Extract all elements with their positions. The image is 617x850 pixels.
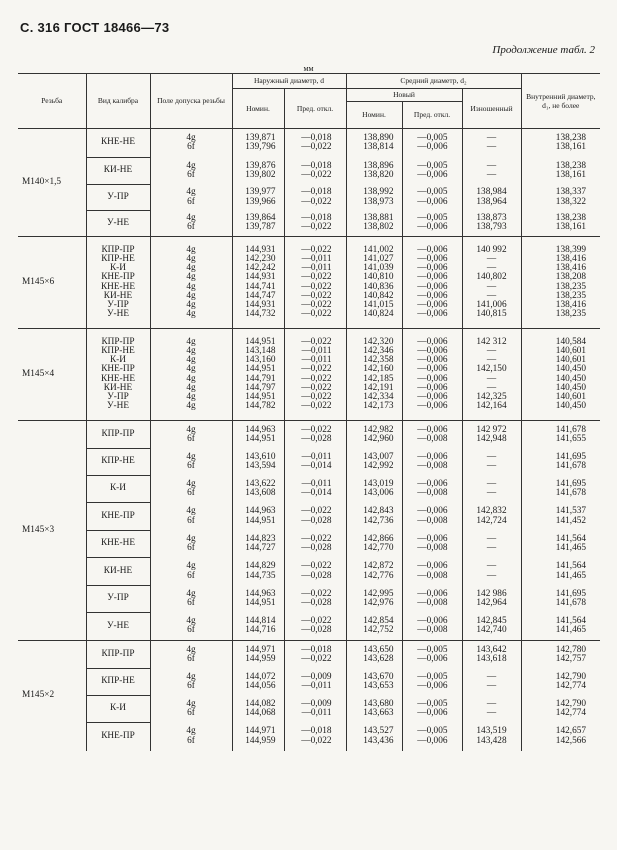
mid-worn: 142,845 142,740: [462, 613, 521, 641]
mid-deviation: —0,006 —0,008: [402, 421, 462, 449]
outer-deviation: —0,011 —0,014: [284, 476, 346, 503]
outer-deviation: —0,018 —0,022: [284, 723, 346, 751]
mid-nominal: 143,007 142,992: [346, 449, 402, 476]
table-row: [18, 185, 600, 211]
mid-nominal: 142,872 142,776: [346, 558, 402, 586]
tolerance-field: 4g 6f: [150, 185, 232, 211]
outer-deviation: —0,022 —0,028: [284, 503, 346, 531]
outer-deviation: —0,022 —0,011 —0,011 —0,022 —0,022 —0,022 —0,022 —0,022: [284, 237, 346, 329]
mid-nominal: 142,866 142,770: [346, 531, 402, 558]
outer-nominal: 139,977 139,966: [232, 185, 284, 211]
col-mid-dev: Пред. откл.: [402, 102, 462, 129]
table-header: [18, 74, 600, 129]
inner-diameter: 140,584 140,601 140,601 140,450 140,450 140,450 140,601 140,450: [555, 336, 587, 412]
outer-deviation: —0,011 —0,014: [284, 449, 346, 476]
inner-diameter: 142,780 142,757: [555, 644, 587, 664]
inner-diameter: 141,537 141,452: [555, 506, 587, 526]
tolerance-field: 4g 6f: [150, 476, 232, 503]
outer-deviation: —0,018 —0,022: [284, 129, 346, 158]
gauge-type: КНЕ-ПР: [86, 503, 150, 531]
outer-deviation: —0,022 —0,028: [284, 558, 346, 586]
mid-nominal: 142,982 142,960: [346, 421, 402, 449]
col-outer-nom: Номин.: [232, 89, 284, 129]
gauge-type: КПР-ПР КПР-НЕ К-И КНЕ-ПР КНЕ-НЕ КИ-НЕ У-ПР У-НЕ: [86, 237, 150, 329]
outer-deviation: —0,022 —0,011 —0,011 —0,022 —0,022 —0,022 —0,022 —0,022: [284, 329, 346, 421]
mid-worn: 143,642 143,618: [462, 641, 521, 669]
col-outer-dev: Пред. откл.: [284, 89, 346, 129]
outer-nominal: 144,951 143,148 143,160 144,951 144,791 144,797 144,951 144,782: [232, 329, 284, 421]
mid-worn: — —: [462, 558, 521, 586]
thread-size: М145×6: [18, 237, 86, 329]
tolerance-field: 4g 6f: [150, 129, 232, 158]
mid-deviation: —0,005 —0,006: [402, 185, 462, 211]
inner-diameter: 138,399 138,416 138,416 138,208 138,235 138,235 138,416 138,235: [555, 244, 587, 320]
col-worn: Изношенный: [462, 89, 521, 129]
gauge-type: КПР-ПР: [86, 421, 150, 449]
col-outer-group: Наружный диаметр, d: [232, 74, 346, 89]
gauge-type: У-НЕ: [86, 211, 150, 237]
gauge-type: У-НЕ: [86, 613, 150, 641]
mid-deviation: —0,005 —0,006: [402, 158, 462, 185]
outer-nominal: 144,072 144,056: [232, 669, 284, 696]
inner-diameter: 142,657 142,566: [555, 726, 587, 746]
table-row: [18, 696, 600, 723]
tolerance-field: 4g 6f: [150, 158, 232, 185]
col-mid-nom: Номин.: [346, 102, 402, 129]
table-row: [18, 723, 600, 751]
inner-diameter: 141,695 141,678: [555, 451, 587, 471]
inner-diameter: 138,238 138,161: [555, 160, 587, 180]
outer-deviation: —0,022 —0,028: [284, 421, 346, 449]
mid-nominal: 142,320 142,346 142,358 142,160 142,185 142,191 142,334 142,173: [346, 329, 402, 421]
tolerance-field: 4g 6f: [150, 641, 232, 669]
mid-worn: 142 312 — — 142,150 — — 142,325 142,164: [462, 329, 521, 421]
mid-worn: 142 972 142,948: [462, 421, 521, 449]
col-thread: Резьба: [18, 74, 86, 129]
table-row: [18, 531, 600, 558]
table-row: [18, 586, 600, 613]
mid-deviation: —0,006 —0,008: [402, 449, 462, 476]
outer-nominal: 144,829 144,735: [232, 558, 284, 586]
mid-deviation: —0,006 —0,008: [402, 586, 462, 613]
table-row: [18, 237, 600, 329]
mid-deviation: —0,005 —0,006: [402, 641, 462, 669]
inner-diameter: 141,695 141,678: [555, 478, 587, 498]
outer-nominal: 144,963 144,951: [232, 586, 284, 613]
mid-worn: 142,832 142,724: [462, 503, 521, 531]
outer-nominal: 144,814 144,716: [232, 613, 284, 641]
page-header: С. 316 ГОСТ 18466—73: [20, 20, 170, 35]
outer-nominal: 143,610 143,594: [232, 449, 284, 476]
outer-deviation: —0,018 —0,022: [284, 185, 346, 211]
mid-worn: 143,519 143,428: [462, 723, 521, 751]
tolerance-field: 4g 6f: [150, 503, 232, 531]
mid-worn: — —: [462, 158, 521, 185]
gauge-type: К-И: [86, 476, 150, 503]
dimensions-table: [18, 73, 600, 751]
tolerance-field: 4g 6f: [150, 696, 232, 723]
mid-worn: 142 986 142,964: [462, 586, 521, 613]
tolerance-field: 4g 4g 4g 4g 4g 4g 4g 4g: [150, 329, 232, 421]
outer-deviation: —0,009 —0,011: [284, 669, 346, 696]
gauge-type: КНЕ-НЕ: [86, 531, 150, 558]
thread-group-m145x6: [18, 237, 600, 329]
col-gauge: Вид калибра: [86, 74, 150, 129]
table-row: [18, 158, 600, 185]
mid-deviation: —0,006 —0,008: [402, 503, 462, 531]
table-row: [18, 421, 600, 449]
outer-deviation: —0,022 —0,028: [284, 586, 346, 613]
col-tolerance: Поле допуска резьбы: [150, 74, 232, 129]
inner-diameter: 141,695 141,678: [555, 588, 587, 608]
tolerance-field: 4g 6f: [150, 558, 232, 586]
mid-nominal: 142,843 142,736: [346, 503, 402, 531]
outer-nominal: 144,971 144,959: [232, 723, 284, 751]
mid-worn: 138,873 138,793: [462, 211, 521, 237]
table-continuation-label: Продолжение табл. 2: [492, 44, 595, 56]
gauge-type: КИ-НЕ: [86, 158, 150, 185]
inner-diameter: 141,564 141,465: [555, 533, 587, 553]
col-new-group: Новый: [346, 89, 462, 102]
outer-nominal: 144,823 144,727: [232, 531, 284, 558]
thread-size: М140×1,5: [18, 129, 86, 237]
table-row: [18, 329, 600, 421]
gauge-type: КНЕ-ПР: [86, 723, 150, 751]
gauge-type: КПР-ПР: [86, 641, 150, 669]
inner-diameter: 138,238 138,161: [555, 213, 587, 233]
tolerance-field: 4g 6f: [150, 211, 232, 237]
gauge-type: У-ПР: [86, 185, 150, 211]
mid-worn: — —: [462, 476, 521, 503]
table-row: [18, 558, 600, 586]
mid-nominal: 143,527 143,436: [346, 723, 402, 751]
outer-deviation: —0,018 —0,022: [284, 211, 346, 237]
gauge-type: У-ПР: [86, 586, 150, 613]
table-row: [18, 449, 600, 476]
col-mid-group: Средний диаметр, d₂: [346, 74, 521, 89]
mid-deviation: —0,006 —0,008: [402, 613, 462, 641]
outer-nominal: 144,931 142,230 142,242 144,931 144,741 144,747 144,931 144,732: [232, 237, 284, 329]
mid-nominal: 138,881 138,802: [346, 211, 402, 237]
inner-diameter: 141,564 141,465: [555, 561, 587, 581]
table-row: [18, 129, 600, 158]
tolerance-field: 4g 6f: [150, 613, 232, 641]
table-row: [18, 641, 600, 669]
mid-deviation: —0,006 —0,006 —0,006 —0,006 —0,006 —0,006 —0,006 —0,006: [402, 237, 462, 329]
outer-deviation: —0,022 —0,028: [284, 613, 346, 641]
outer-nominal: 144,971 144,959: [232, 641, 284, 669]
mid-nominal: 138,890 138,814: [346, 129, 402, 158]
gauge-type: КИ-НЕ: [86, 558, 150, 586]
tolerance-field: 4g 6f: [150, 586, 232, 613]
table-row: [18, 669, 600, 696]
table-row: [18, 503, 600, 531]
outer-nominal: 139,864 139,787: [232, 211, 284, 237]
mid-nominal: 143,650 143,628: [346, 641, 402, 669]
inner-diameter: 141,678 141,655: [555, 424, 587, 444]
inner-diameter: 138,238 138,161: [555, 133, 587, 153]
outer-deviation: —0,009 —0,011: [284, 696, 346, 723]
gauge-type: КПР-ПР КПР-НЕ К-И КНЕ-ПР КНЕ-НЕ КИ-НЕ У-ПР У-НЕ: [86, 329, 150, 421]
outer-nominal: 144,082 144,068: [232, 696, 284, 723]
inner-diameter: 142,790 142,774: [555, 698, 587, 718]
mid-nominal: 142,995 142,976: [346, 586, 402, 613]
table-row: [18, 613, 600, 641]
gauge-type: К-И: [86, 696, 150, 723]
mid-nominal: 142,854 142,752: [346, 613, 402, 641]
outer-nominal: 139,871 139,796: [232, 129, 284, 158]
tolerance-field: 4g 6f: [150, 421, 232, 449]
mid-deviation: —0,006 —0,008: [402, 531, 462, 558]
gauge-type: КПР-НЕ: [86, 669, 150, 696]
outer-nominal: 144,963 144,951: [232, 503, 284, 531]
mid-worn: 138,984 138,964: [462, 185, 521, 211]
thread-group-m145x2: [18, 641, 600, 751]
mid-deviation: —0,006 —0,008: [402, 558, 462, 586]
outer-deviation: —0,018 —0,022: [284, 641, 346, 669]
mid-worn: — —: [462, 669, 521, 696]
mid-nominal: 143,680 143,663: [346, 696, 402, 723]
thread-group-m145x4: [18, 329, 600, 421]
col-inner: Внутренний диаметр, d₁, не более: [526, 91, 596, 110]
mid-deviation: —0,005 —0,006: [402, 696, 462, 723]
tolerance-field: 4g 6f: [150, 723, 232, 751]
mid-nominal: 141,002 141,027 141,039 140,810 140,836 140,842 141,015 140,824: [346, 237, 402, 329]
mid-deviation: —0,005 —0,006: [402, 669, 462, 696]
thread-group-m140x1-5: [18, 129, 600, 237]
tolerance-field: 4g 4g 4g 4g 4g 4g 4g 4g: [150, 237, 232, 329]
mid-nominal: 138,896 138,820: [346, 158, 402, 185]
thread-group-m145x3: [18, 421, 600, 641]
inner-diameter: 142,790 142,774: [555, 671, 587, 691]
gauge-type: КПР-НЕ: [86, 449, 150, 476]
mid-nominal: 138,992 138,973: [346, 185, 402, 211]
mid-nominal: 143,019 143,006: [346, 476, 402, 503]
inner-diameter: 138,337 138,322: [555, 187, 587, 207]
mid-worn: — —: [462, 696, 521, 723]
outer-nominal: 139,876 139,802: [232, 158, 284, 185]
mid-nominal: 143,670 143,653: [346, 669, 402, 696]
mid-deviation: —0,005 —0,006: [402, 211, 462, 237]
mid-worn: — —: [462, 449, 521, 476]
gauge-type: КНЕ-НЕ: [86, 129, 150, 158]
table-row: [18, 476, 600, 503]
outer-nominal: 143,622 143,608: [232, 476, 284, 503]
tolerance-field: 4g 6f: [150, 531, 232, 558]
mid-worn: 140 992 — — 140,802 — — 141,006 140,815: [462, 237, 521, 329]
table-row: [18, 211, 600, 237]
unit-label: мм: [303, 64, 314, 73]
inner-diameter: 141,564 141,465: [555, 616, 587, 636]
tolerance-field: 4g 6f: [150, 669, 232, 696]
mid-deviation: —0,005 —0,006: [402, 129, 462, 158]
outer-nominal: 144,963 144,951: [232, 421, 284, 449]
mid-worn: — —: [462, 531, 521, 558]
thread-size: М145×3: [18, 421, 86, 641]
tolerance-field: 4g 6f: [150, 449, 232, 476]
mid-deviation: —0,006 —0,008: [402, 476, 462, 503]
mid-deviation: —0,006 —0,006 —0,006 —0,006 —0,006 —0,006 —0,006 —0,006: [402, 329, 462, 421]
mid-deviation: —0,005 —0,006: [402, 723, 462, 751]
outer-deviation: —0,018 —0,022: [284, 158, 346, 185]
mid-worn: — —: [462, 129, 521, 158]
thread-size: М145×2: [18, 641, 86, 751]
thread-size: М145×4: [18, 329, 86, 421]
outer-deviation: —0,022 —0,028: [284, 531, 346, 558]
